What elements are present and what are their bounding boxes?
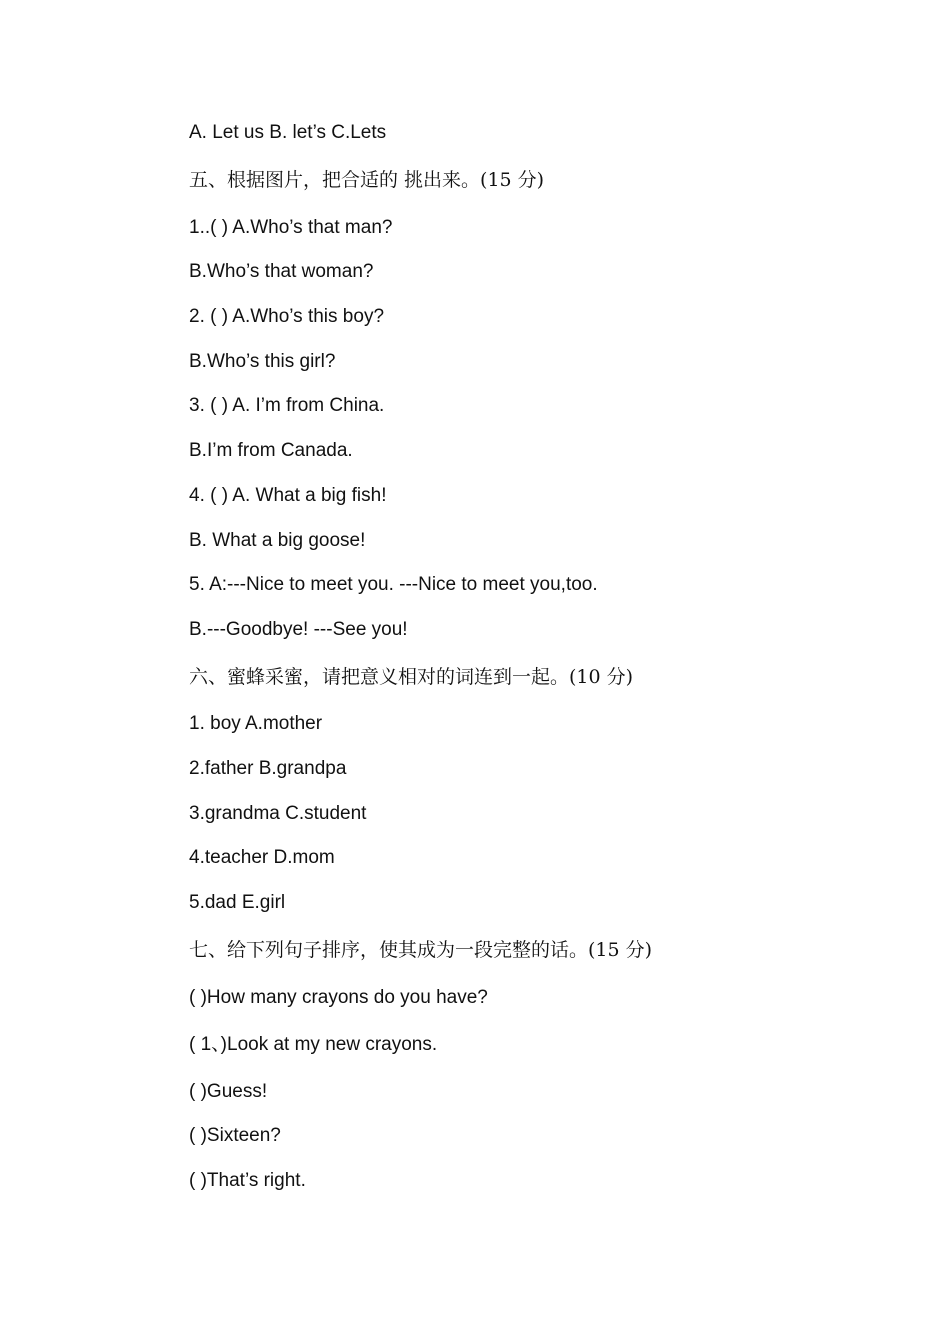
question-3-option-b: B.I’m from Canada.: [189, 440, 353, 461]
question-1-option-a: 1..( ) A.Who’s that man?: [189, 217, 393, 238]
order-sentence-4: ( )Sixteen?: [189, 1125, 281, 1146]
order-sentence-3: ( )Guess!: [189, 1081, 268, 1102]
match-item-5: 5.dad E.girl: [189, 892, 286, 913]
match-item-1: 1. boy A.mother: [189, 713, 323, 734]
question-2-option-a: 2. ( ) A.Who’s this boy?: [189, 306, 385, 327]
question-4-option-a: 4. ( ) A. What a big fish!: [189, 485, 387, 506]
order-sentence-2: ( 1、)Look at my new crayons.: [189, 1034, 438, 1055]
section-five-heading: 五、根据图片，把合适的 挑出来。(15 分): [189, 169, 545, 191]
section-seven-heading: 七、给下列句子排序，使其成为一段完整的话。(15 分): [189, 939, 653, 961]
question-3-option-a: 3. ( ) A. I’m from China.: [189, 395, 385, 416]
match-item-3: 3.grandma C.student: [189, 803, 367, 824]
section-six-heading: 六、蜜蜂采蜜，请把意义相对的词连到一起。(10 分): [189, 666, 634, 688]
match-item-2: 2.father B.grandpa: [189, 758, 347, 779]
question-5-option-a: 5. A:---Nice to meet you. ---Nice to meet you,too.: [189, 574, 598, 595]
question-5-option-b: B.---Goodbye! ---See you!: [189, 619, 408, 640]
question-2-option-b: B.Who’s this girl?: [189, 351, 336, 372]
question-4-option-b: B. What a big goose!: [189, 530, 366, 551]
answer-options-let-us: A. Let us B. let’s C.Lets: [189, 122, 387, 143]
order-sentence-1: ( )How many crayons do you have?: [189, 987, 488, 1008]
match-item-4: 4.teacher D.mom: [189, 847, 335, 868]
question-1-option-b: B.Who’s that woman?: [189, 261, 374, 282]
order-sentence-5: ( )That’s right.: [189, 1170, 306, 1191]
